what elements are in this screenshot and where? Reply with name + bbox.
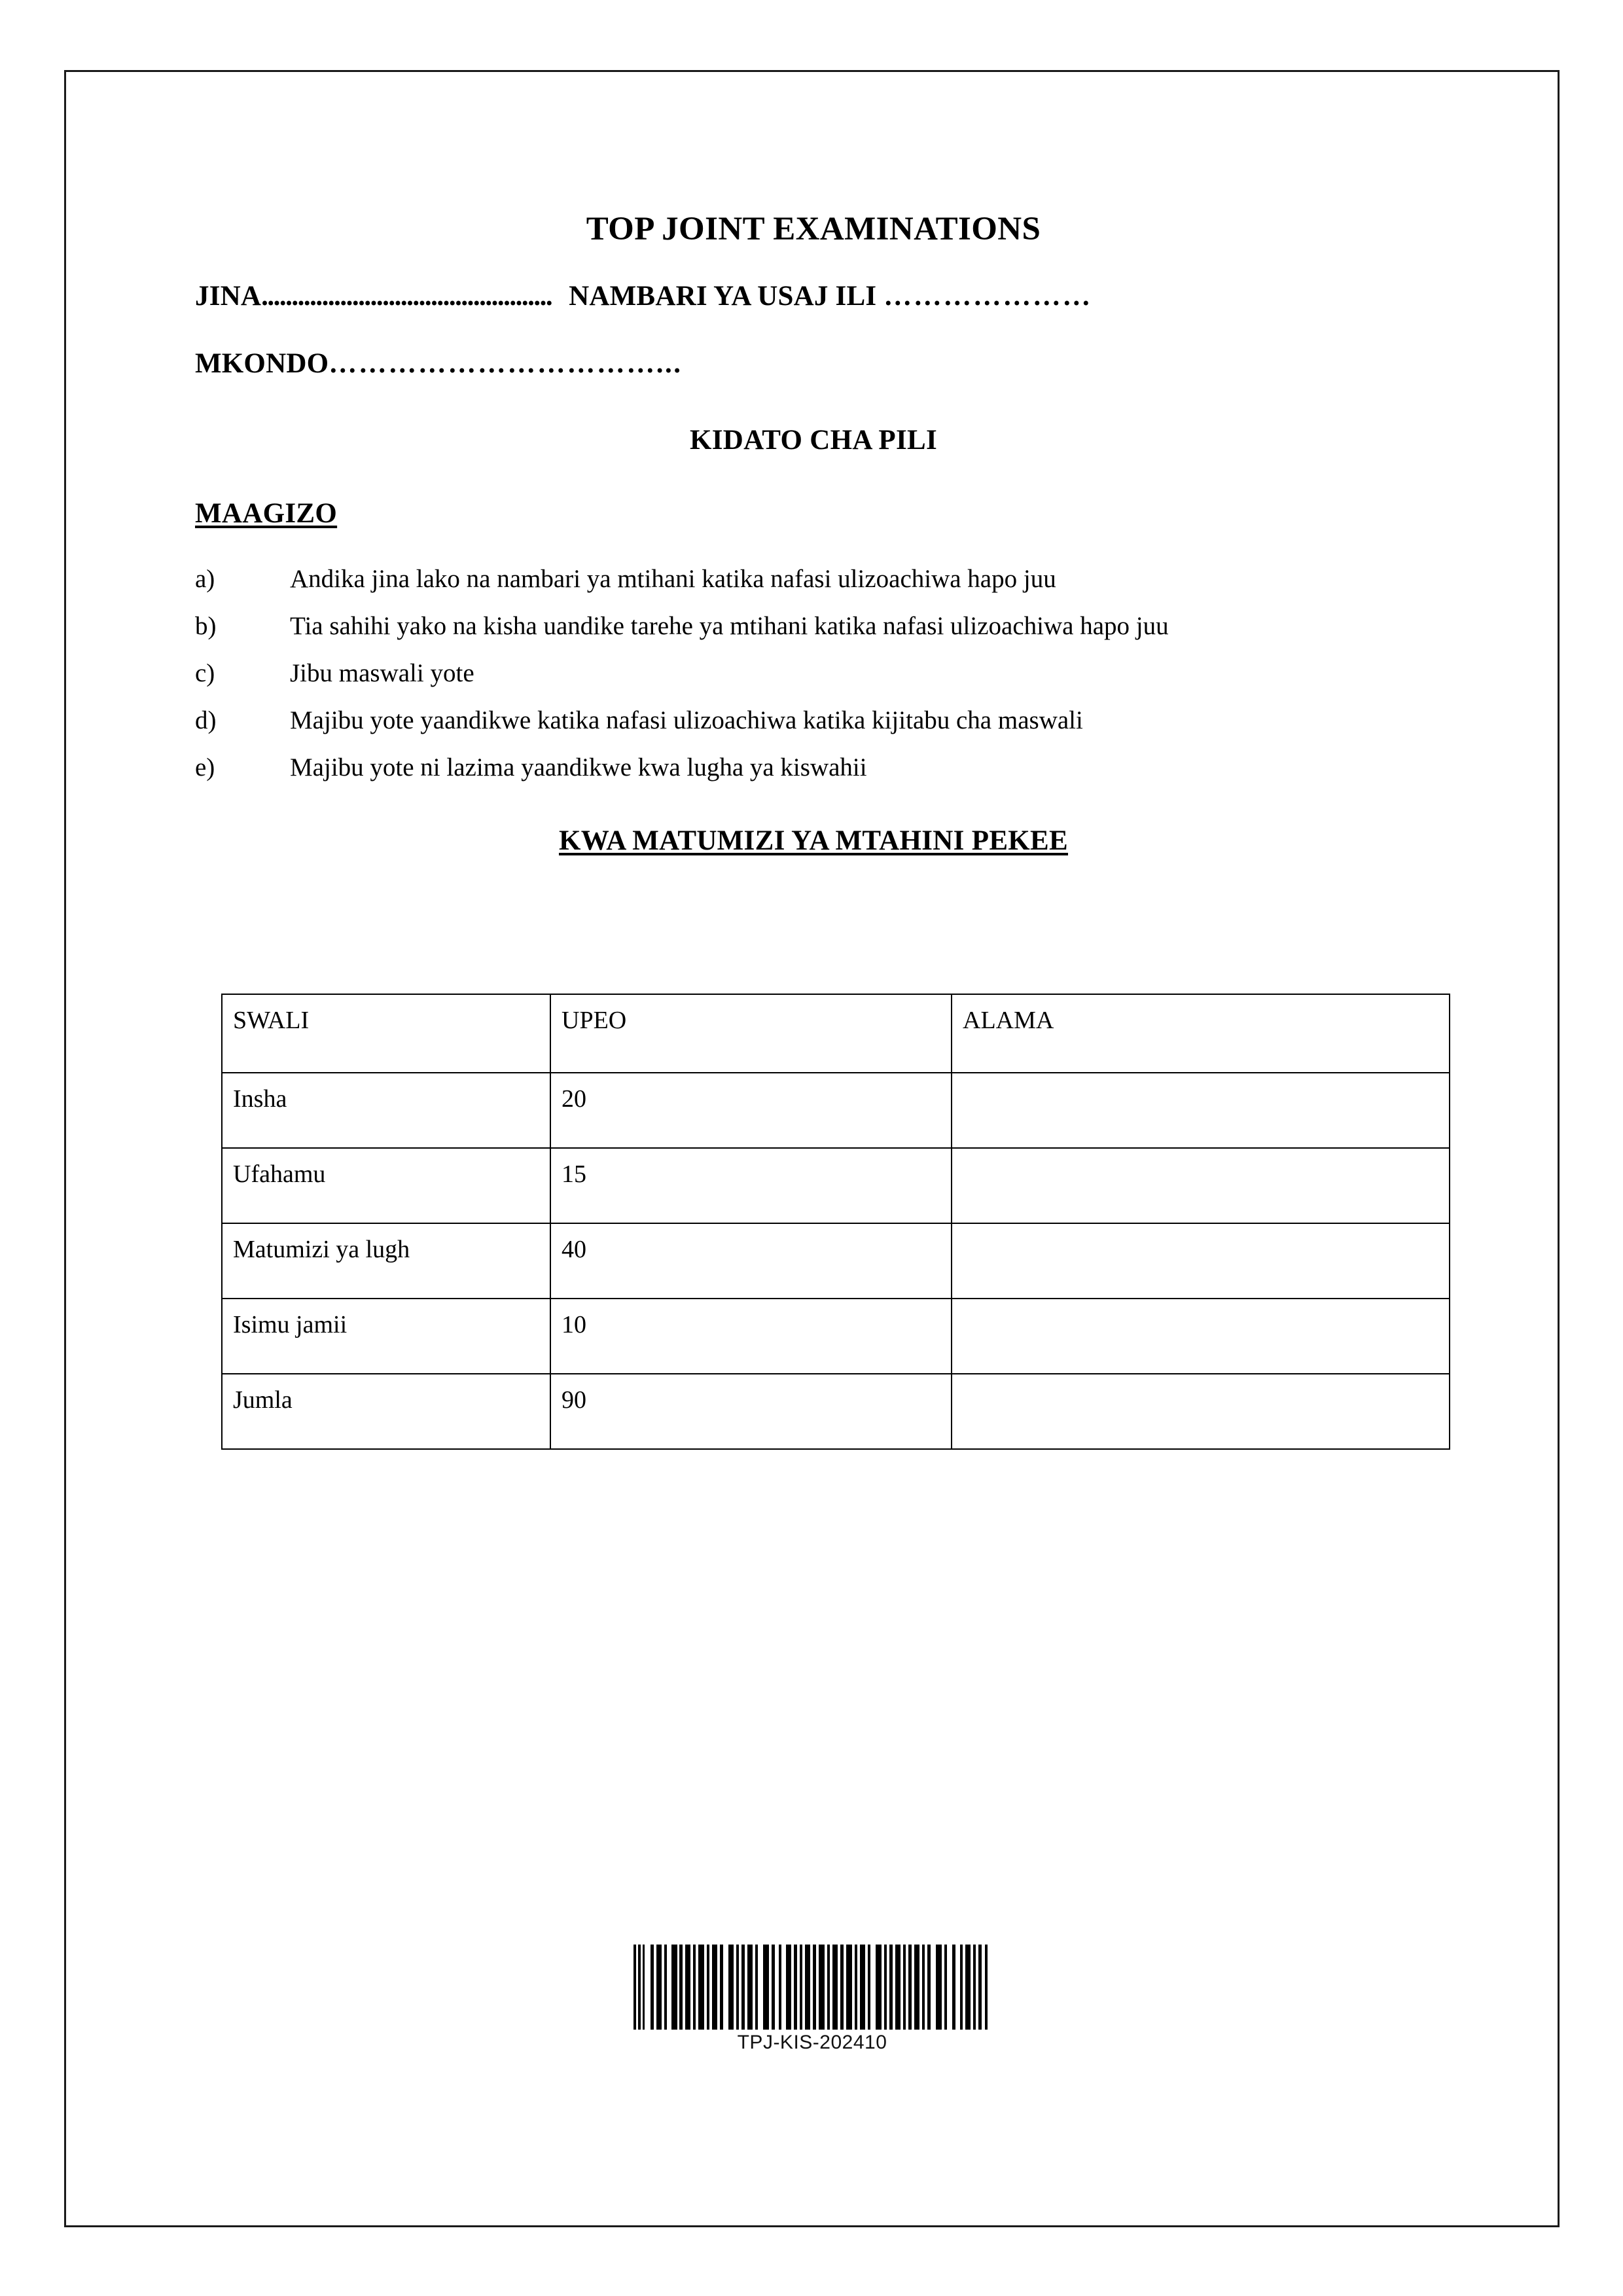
cell-alama[interactable] bbox=[952, 1223, 1450, 1299]
list-item-marker: c) bbox=[195, 659, 215, 687]
list-item-label: Jibu maswali yote bbox=[290, 659, 474, 687]
name-label: JINA bbox=[195, 281, 262, 312]
cell-alama[interactable] bbox=[952, 1073, 1450, 1148]
instructions-heading: MAAGIZO bbox=[195, 498, 338, 529]
cell-upeo: 15 bbox=[550, 1148, 952, 1223]
marks-table bbox=[221, 994, 1450, 1450]
registration-label: NAMBARI YA USAJ ILI bbox=[569, 281, 877, 312]
cell-alama[interactable] bbox=[952, 1299, 1450, 1374]
barcode-label: TPJ-KIS-202410 bbox=[737, 2032, 887, 2053]
list-item-label: Andika jina lako na nambari ya mtihani katika nafasi ulizoachiwa hapo juu bbox=[290, 565, 1056, 593]
cell-alama[interactable] bbox=[952, 1148, 1450, 1223]
table-row bbox=[222, 1223, 1450, 1299]
list-item-label: Majibu yote ni lazima yaandikwe kwa lugha ya kiswahii bbox=[290, 753, 867, 781]
column-header-swali: SWALI bbox=[222, 994, 550, 1073]
barcode-block bbox=[633, 1945, 991, 2054]
cell-swali: Jumla bbox=[222, 1374, 550, 1449]
list-item bbox=[195, 566, 1455, 592]
list-item bbox=[195, 613, 1455, 639]
cell-upeo: 10 bbox=[550, 1299, 952, 1374]
marks-table-caption: KWA MATUMIZI YA MTAHINI PEKEE bbox=[558, 825, 1069, 856]
list-item-marker: e) bbox=[195, 753, 215, 781]
list-item-label: Majibu yote yaandikwe katika nafasi ulizoachiwa katika kijitabu cha maswali bbox=[290, 706, 1083, 734]
table-row bbox=[222, 1374, 1450, 1449]
page-title: TOP JOINT EXAMINATIONS bbox=[586, 211, 1041, 247]
list-item-label: Tia sahihi yako na kisha uandike tarehe ya mtihani katika nafasi ulizoachiwa hapo juu bbox=[290, 612, 1169, 640]
instructions-list bbox=[195, 566, 1455, 780]
list-item-marker: b) bbox=[195, 612, 217, 640]
form-level-heading: KIDATO CHA PILI bbox=[689, 425, 938, 456]
list-item-marker: d) bbox=[195, 706, 217, 734]
cell-upeo: 20 bbox=[550, 1073, 952, 1148]
cell-swali: Matumizi ya lugh bbox=[222, 1223, 550, 1299]
cell-upeo: 90 bbox=[550, 1374, 952, 1449]
cell-swali: Insha bbox=[222, 1073, 550, 1148]
page-border bbox=[64, 70, 1560, 2227]
column-header-alama: ALAMA bbox=[952, 994, 1450, 1073]
list-item-marker: a) bbox=[195, 565, 215, 593]
list-item bbox=[195, 708, 1455, 733]
name-dots[interactable]: ................................................ bbox=[261, 281, 552, 312]
page-content bbox=[195, 72, 1455, 857]
cell-swali: Isimu jamii bbox=[222, 1299, 550, 1374]
column-header-upeo: UPEO bbox=[550, 994, 952, 1073]
table-row bbox=[222, 1148, 1450, 1223]
cell-upeo: 40 bbox=[550, 1223, 952, 1299]
cell-swali: Ufahamu bbox=[222, 1148, 550, 1223]
table-row bbox=[222, 1073, 1450, 1148]
cell-alama[interactable] bbox=[952, 1374, 1450, 1449]
table-header-row bbox=[222, 994, 1450, 1073]
list-item bbox=[195, 755, 1455, 780]
field-line-name bbox=[195, 280, 1455, 312]
stream-label: MKONDO bbox=[195, 348, 329, 379]
stream-dots[interactable]: ……………………………... bbox=[329, 348, 683, 379]
list-item bbox=[195, 660, 1455, 686]
field-line-stream bbox=[195, 348, 1455, 380]
barcode-icon bbox=[633, 1945, 991, 2030]
table-row bbox=[222, 1299, 1450, 1374]
registration-dots[interactable]: ………………… bbox=[883, 281, 1092, 312]
